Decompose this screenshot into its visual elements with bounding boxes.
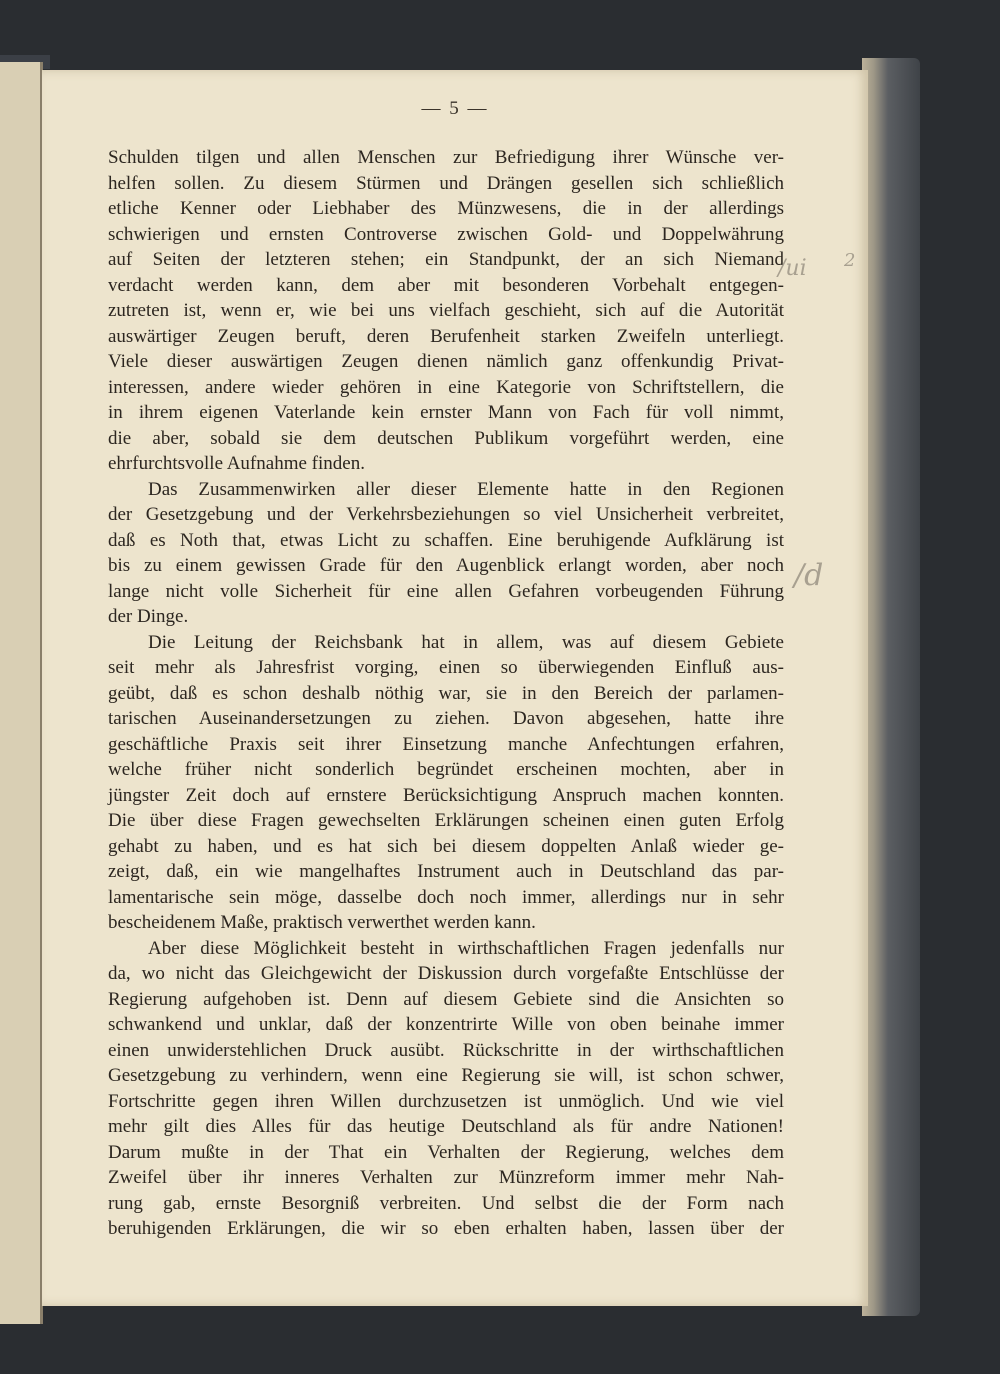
text-line: da, wo nicht das Gleichgewicht der Diskussion durch vorgefaßte Entschlüsse der [108,963,784,984]
text-line: jüngster Zeit doch auf ernstere Berücksichtigung Anspruch machen konnten. [108,784,784,806]
text-line: geübt, daß es schon deshalb nöthig war, sie in den Bereich der parlamen- [108,682,784,704]
text-line: etliche Kenner oder Liebhaber des Münzwesens, die in der allerdings [108,198,784,219]
text-line: die aber, sobald sie dem deutschen Publikum vorgeführt werden, eine [108,427,784,449]
text-line: der Gesetzgebung und der Verkehrsbeziehungen so viel Unsicherheit verbreitet, [108,504,784,525]
text-line: auswärtiger Zeugen beruft, deren Berufenheit starken Zweifeln unterliegt. [108,325,784,347]
text-line: interessen, andere wieder gehören in eine Kategorie von Schriftstellern, die [108,376,784,398]
text-line: bis zu einem gewissen Grade für den Augenblick erlangt worden, aber noch [108,555,784,576]
page-body [108,145,784,1242]
text-line: daß es Noth that, etwas Licht zu schaffen. Eine beruhigende Aufklärung ist [108,529,784,551]
text-line: Fortschritte gegen ihren Willen durchzusetzen ist unmöglich. Und wie viel [108,1090,784,1112]
text-line: Das Zusammenwirken aller dieser Elemente hatte in den Regionen [148,478,784,500]
margin-note: /ui [778,256,807,281]
paragraph [108,936,784,1242]
paragraph [108,477,784,630]
text-line: bescheidenem Maße, praktisch verwerthet werden kann. [108,912,536,933]
text-line: Viele dieser auswärtigen Zeugen dienen nämlich ganz offenkundig Privat- [108,351,784,372]
text-line: auf Seiten der letzteren stehen; ein Standpunkt, der an sich Niemand [108,249,784,270]
text-line: ehrfurchtsvolle Aufnahme finden. [108,453,365,474]
text-line: zutreten ist, wenn er, wie bei uns vielfach geschieht, sich auf die Autorität [108,300,784,321]
text-line: Regierung aufgehoben ist. Denn auf diesem Gebiete sind die Ansichten so [108,988,784,1010]
text-line: beruhigenden Erklärungen, die wir so eben erhalten haben, lassen über der [108,1218,784,1239]
text-line: Die über diese Fragen gewechselten Erklärungen scheinen einen guten Erfolg [108,810,784,831]
paragraph [108,145,784,477]
text-line: der Dinge. [108,606,189,627]
text-line: lange nicht volle Sicherheit für eine allen Gefahren vorbeugenden Führung [108,580,784,602]
text-line: verdacht werden kann, dem aber mit besonderen Vorbehalt entgegen- [108,274,784,296]
text-line: einen unwiderstehlichen Druck ausübt. Rückschritte in der wirthschaftlichen [108,1039,784,1061]
text-line: Die Leitung der Reichsbank hat in allem, was auf diesem Gebiete [148,631,784,653]
text-line: schwierigen und ernsten Controverse zwischen Gold- und Doppelwährung [108,223,784,245]
text-line: Gesetzgebung zu verhindern, wenn eine Regierung sie will, ist schon schwer, [108,1065,784,1086]
text-line: seit mehr als Jahresfrist vorging, einen so überwiegenden Einfluß aus- [108,657,784,678]
margin-note: /d [794,558,824,593]
left-page-edge [0,62,43,1324]
text-line: welche früher nicht sonderlich begründet erscheinen mochten, aber in [108,759,784,780]
text-line: Zweifel über ihr inneres Verhalten zur Münzreform immer mehr Nah- [108,1167,784,1188]
text-line: gehabt zu haben, und es hat sich bei diesem doppelten Anlaß wieder ge- [108,835,784,857]
book-page [42,70,868,1306]
paragraph [108,630,784,936]
margin-note: 2 [844,250,856,271]
text-line: Darum mußte in der That ein Verhalten der Regierung, welches dem [108,1141,784,1163]
text-line: rung gab, ernste Besorgniß verbreiten. Und selbst die der Form nach [108,1192,784,1214]
page-number: — 5 — [421,98,489,119]
text-line: mehr gilt dies Alles für das heutige Deutschland als für andre Nationen! [108,1116,784,1137]
text-line: schwankend und unklar, daß der konzentrirte Wille von oben beinahe immer [108,1014,784,1035]
text-line: Aber diese Möglichkeit besteht in wirthschaftlichen Fragen jedenfalls nur [148,937,784,959]
text-line: lamentarische sein möge, dasselbe doch noch immer, allerdings nur in sehr [108,886,784,908]
text-line: in ihrem eigenen Vaterlande kein ernster Mann von Fach für voll nimmt, [108,402,784,423]
text-line: helfen sollen. Zu diesem Stürmen und Drängen gesellen sich schließlich [108,172,784,194]
text-line: Schulden tilgen und allen Menschen zur Befriedigung ihrer Wünsche ver- [108,147,784,168]
text-line: tarischen Auseinandersetzungen zu ziehen. Davon abgesehen, hatte ihre [108,708,784,729]
text-line: geschäftliche Praxis seit ihrer Einsetzung manche Anfechtungen erfahren, [108,733,784,755]
book-right-edge [862,58,920,1316]
text-line: zeigt, daß, ein wie mangelhaftes Instrument auch in Deutschland das par- [108,861,784,882]
